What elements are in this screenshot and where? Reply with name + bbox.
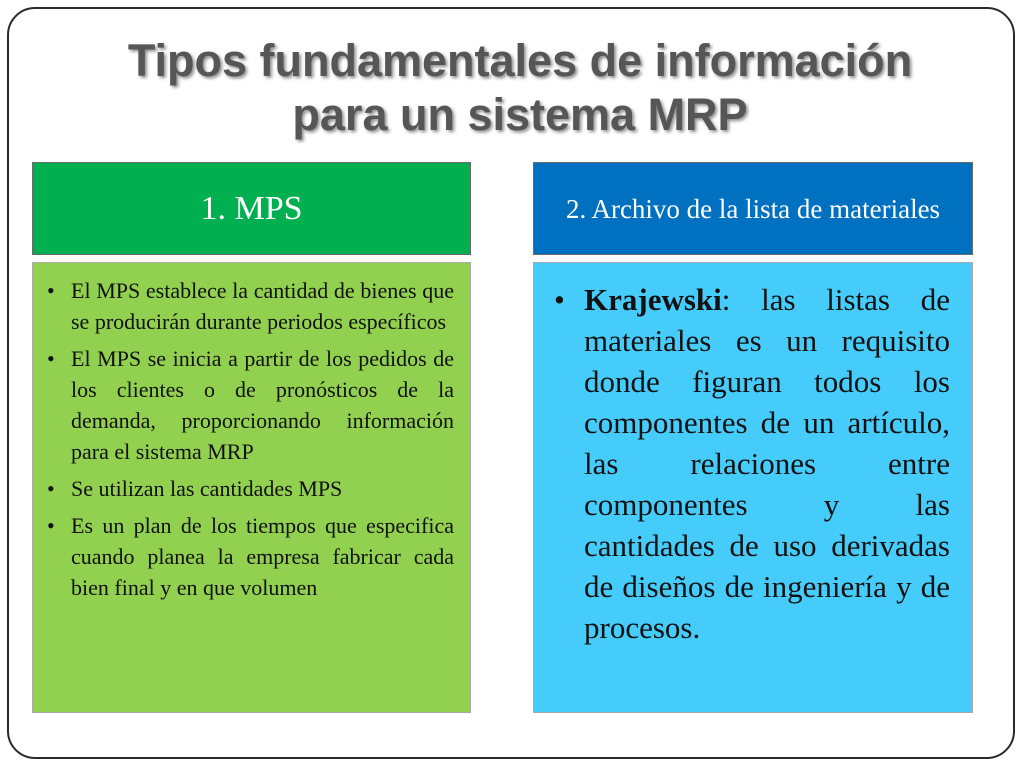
mps-bullet-item bbox=[47, 473, 454, 504]
bullet-glyph: • bbox=[554, 282, 565, 317]
bom-bullet-term: Krajewski bbox=[584, 282, 722, 317]
title-line-1: Tipos fundamentales de información bbox=[127, 35, 913, 86]
mps-bullet-text: Se utilizan las cantidades MPS bbox=[71, 476, 343, 501]
bullet-glyph: • bbox=[47, 346, 55, 371]
bullet-glyph: • bbox=[47, 513, 55, 538]
slide-title bbox=[60, 34, 980, 142]
bullet-glyph: • bbox=[47, 476, 55, 501]
mps-header-label: 1. MPS bbox=[200, 189, 303, 227]
bom-bullet-list bbox=[554, 279, 950, 648]
bom-bullet-item bbox=[554, 279, 950, 648]
mps-panel bbox=[32, 262, 471, 713]
bom-header-label: 2. Archivo de la lista de materiales bbox=[565, 193, 941, 224]
bom-header bbox=[533, 162, 973, 255]
title-line-2: para un sistema MRP bbox=[292, 89, 748, 140]
mps-bullet-text: El MPS se inicia a partir de los pedidos de los clientes o de pronósticos de la demanda, proporcionando información para el sistema MRP bbox=[71, 346, 454, 464]
bom-panel bbox=[533, 262, 973, 713]
mps-bullet-text: El MPS establece la cantidad de bienes que se producirán durante periodos específicos bbox=[71, 278, 454, 334]
mps-bullet-text: Es un plan de los tiempos que especifica cuando planea la empresa fabricar cada bien final y en que volumen bbox=[71, 513, 454, 600]
bom-bullet-text: : las listas de materiales es un requisito donde figuran todos los componentes de un artículo, las relaciones entre componentes y las cantidades de uso derivadas de diseños de ingeniería y de procesos. bbox=[584, 282, 950, 645]
mps-bullet-item bbox=[47, 343, 454, 467]
mps-bullet-item bbox=[47, 510, 454, 603]
mps-bullet-item bbox=[47, 275, 454, 337]
mps-header bbox=[32, 162, 471, 255]
mps-bullet-list bbox=[47, 275, 454, 603]
bullet-glyph: • bbox=[47, 278, 55, 303]
